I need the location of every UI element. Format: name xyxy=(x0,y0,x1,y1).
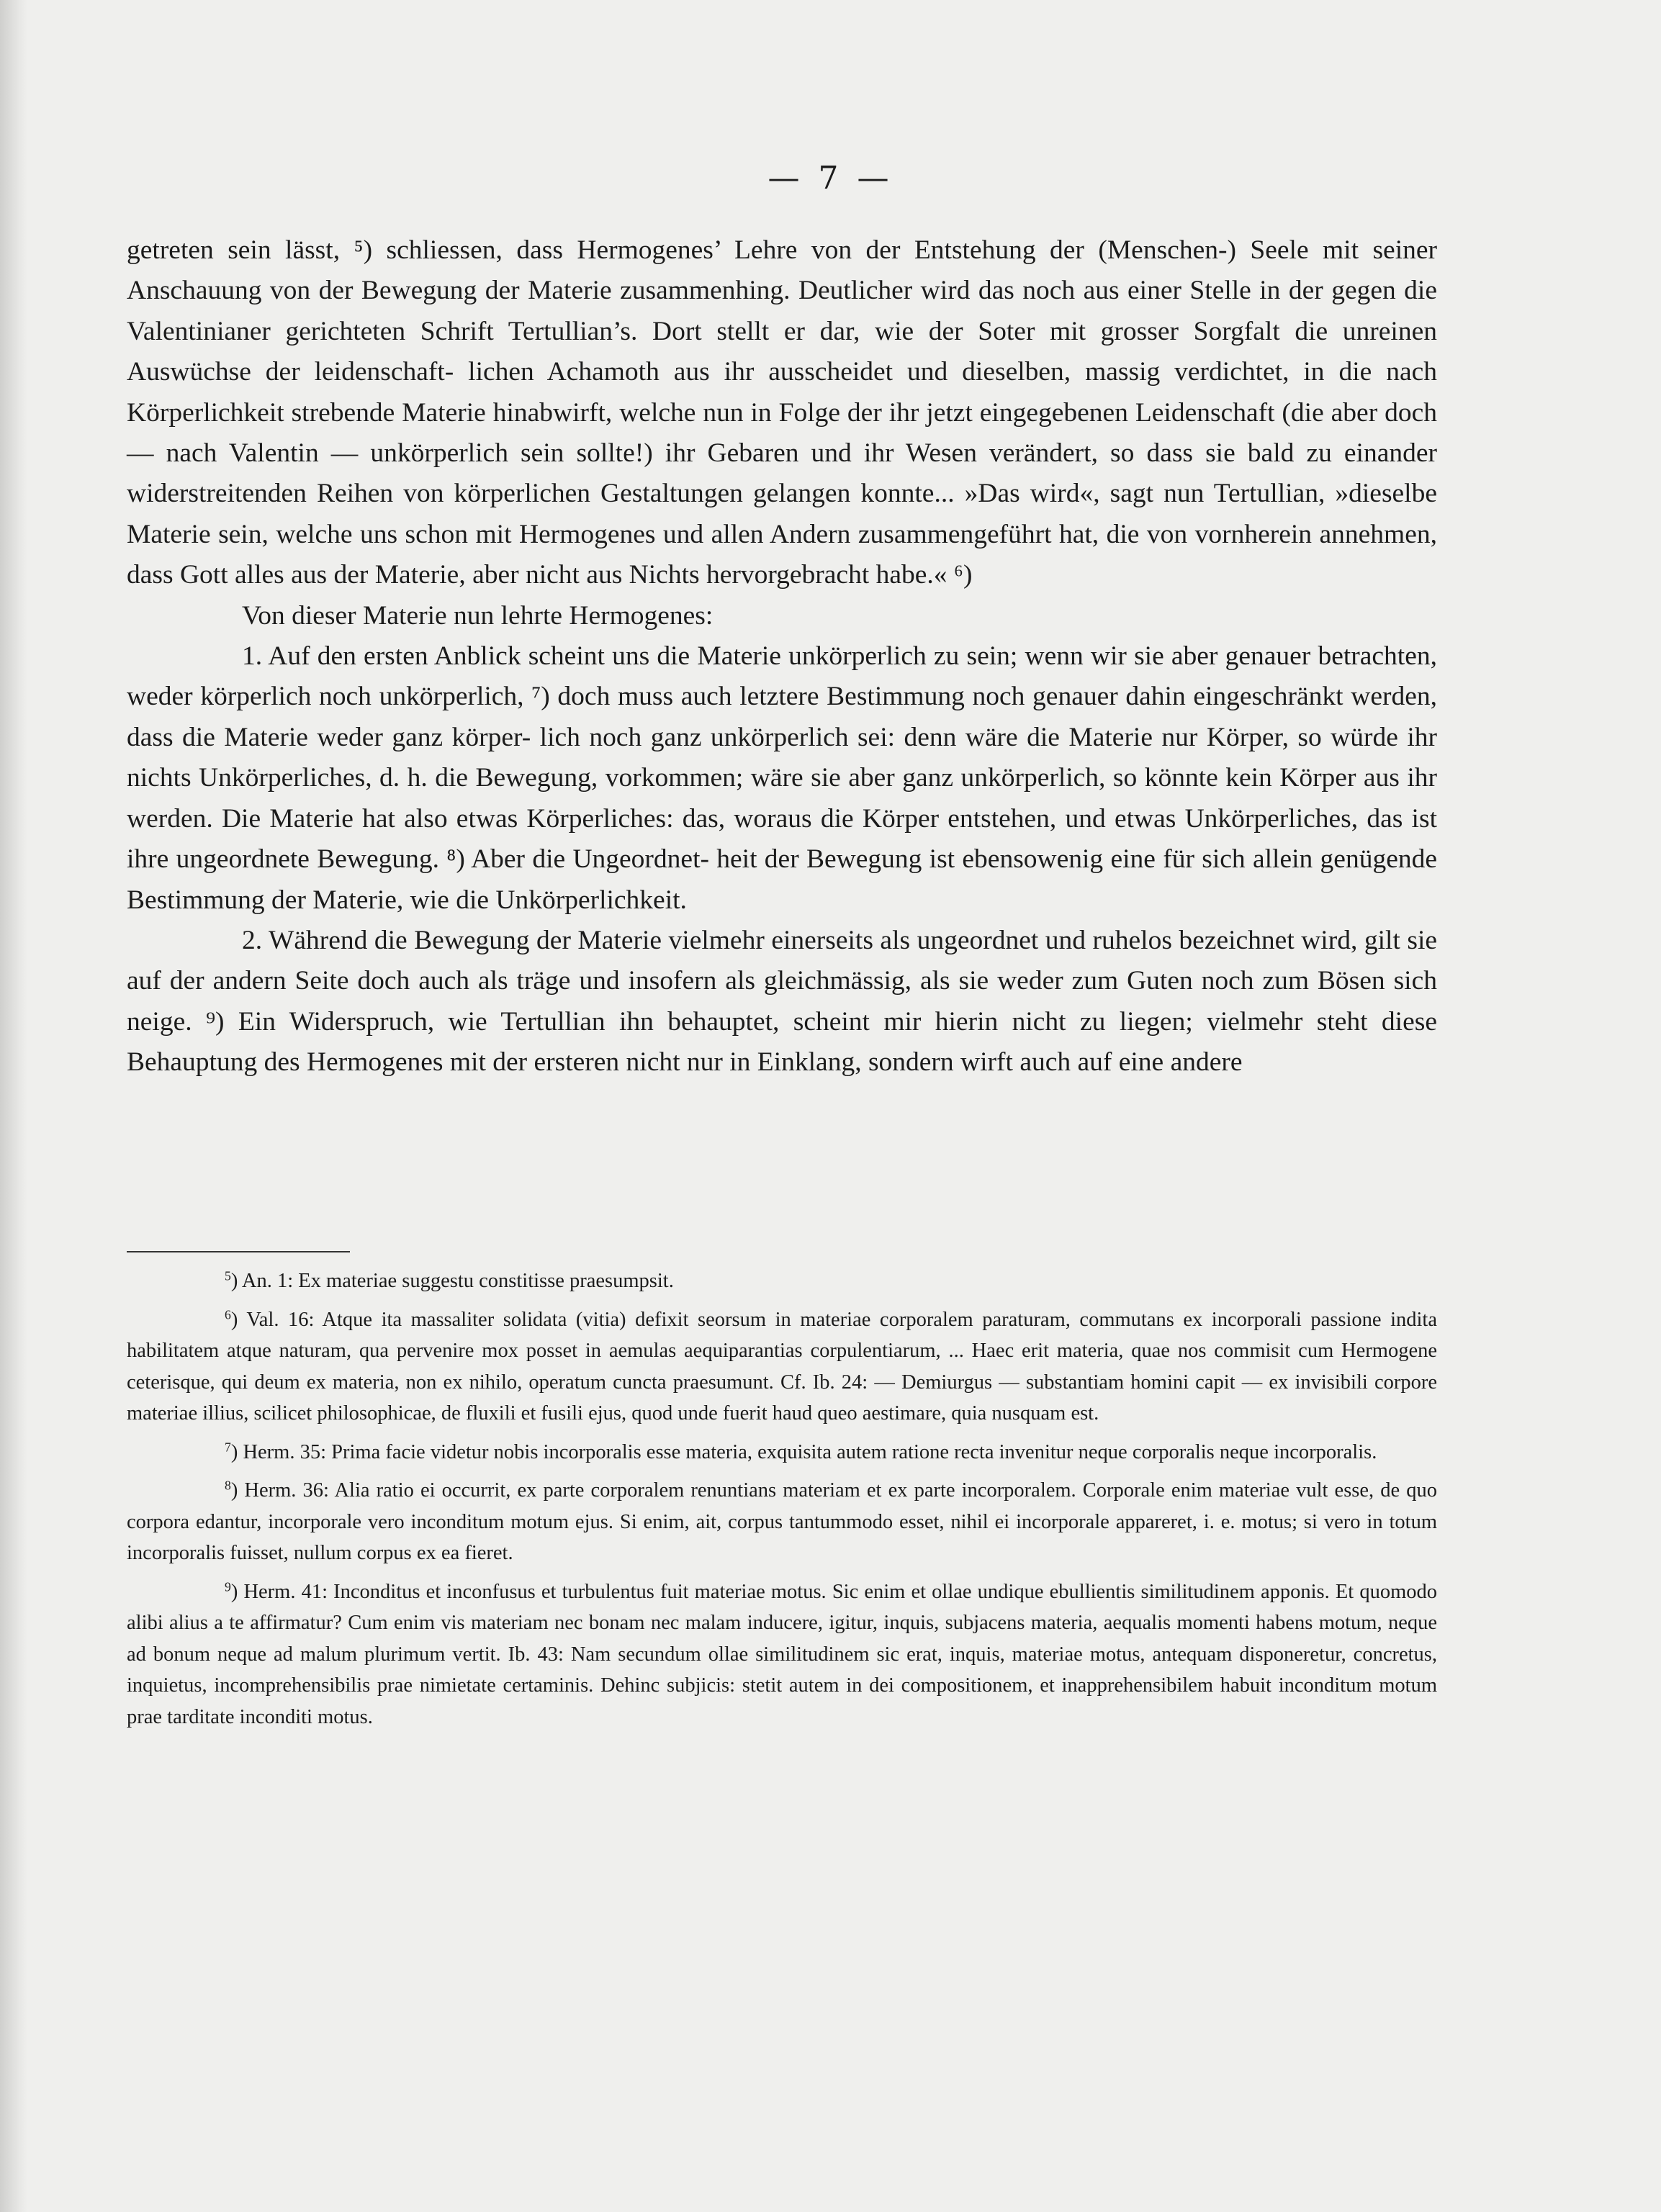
footnote-8: $^8$) Herm. 36: Alia ratio ei occurrit, ex parte corporalem renuntians materiam et ex parte incorporalem. Corporale enim materiae vult esse, de quo corpora edantur, incorporale vero inconditum motum ejus. Si enim, ait, corpus tantummodo esset, nihil ei incorporale appareret, i. e. motus; si vero in totum incorporalis fuisset, nullum corpus ex ea fieret. xyxy=(127,1478,1437,1564)
footnotes xyxy=(127,1265,1437,1740)
footnote-6: $^6$) Val. 16: Atque ita massaliter solidata (vitia) defixit seorsum in materiae corporalem paraturam, commutans ex incorporali passione indita habilitatem atque naturam, qua pervenire mox posset in aemulas aequiparantias corpulentiarum, ... Haec erit materia, quae nos commisit cum Hermogene ceterisque, qui deum ex materia, non ex nihilo, operatum cuncta praesumunt. Cf. Ib. 24: — Demiurgus — substantiam homini capit — ex invisibili corpore materiae illius, scilicet philosophicae, de fluxili et fusili ejus, quod unde fuerit haud queo aestimare, quia nusquam est. xyxy=(127,1306,1437,1425)
text-line: 1. Auf den ersten Anblick scheint uns die Materie unkörperlich zu sein; wenn wir xyxy=(242,641,1135,672)
footnote-text: An. 1: Ex materiae suggestu constitisse praesumpsit. xyxy=(241,1270,674,1292)
text-line: das noch aus einer Stelle in der gegen die Valentinianer gerichteten Schrift Tertullian’s. xyxy=(127,276,1437,346)
footnote-marker: 9 xyxy=(225,1579,231,1594)
paragraph-1 xyxy=(127,230,1437,596)
text-line: gleichmässig, als sie weder zum Guten noch zum Bösen sich neige. ⁹) Ein Widerspruch, wie xyxy=(127,966,1437,1037)
footnote-divider xyxy=(127,1251,350,1252)
text-line: Dort stellt er dar, wie der Soter mit grosser Sorgfalt die unreinen Auswüchse der leidenschaft- xyxy=(127,316,1437,387)
text-line: kein Körper aus ihr werden. Die Materie hat also etwas Körperliches: das, woraus die Körper xyxy=(127,763,1438,834)
text-line: 2. Während die Bewegung der Materie vielmehr einerseits als ungeordnet und xyxy=(242,925,1093,955)
footnote-marker: 6 xyxy=(225,1306,231,1322)
main-text xyxy=(127,230,1437,1083)
footnote-text: Herm. 36: Alia ratio ei occurrit, ex parte corporalem renuntians materiam et ex parte incorporalem. Corporale enim materiae vult esse, de quo corpora edantur, incorporale vero inconditum motum ejus. Si enim, ait, corpus tantummodo esset, nihil ei incorporale appareret, i. e. motus; si vero in totum incorporalis fuisset, nullum corpus ex ea fieret. xyxy=(127,1479,1437,1564)
text-line: strebende Materie hinabwirft, welche nun in Folge der ihr jetzt eingegebenen Leidenschaft (die xyxy=(291,397,1331,428)
text-line: Seele mit seiner Anschauung von der Bewegung der Materie zusammenhing. Deutlicher wird xyxy=(127,235,1437,306)
text-line: lich noch ganz unkörperlich sei: denn wäre die Materie nur Körper, so würde ihr nichts xyxy=(127,722,1437,793)
text-line: konnte... »Das wird«, sagt nun Tertullian, »dieselbe Materie sein, welche uns schon mit xyxy=(127,479,1437,549)
text-line: ruhelos bezeichnet wird, gilt sie auf der andern Seite doch auch als träge und insofern als xyxy=(127,925,1438,996)
footnote-text: Herm. 41: Inconditus et inconfusus et turbulentus fuit materiae motus. Sic enim et ollae undique ebullientis similitudinem apponis. Et quomodo alibi alius a te affirmatur? Cum enim vis materiam nec bonam nec malam inducere, igitur, inquis, subjacens materia, aequalis momenti habens motum, neque ad bonum neque ad malum plurimum vertit. Ib. 43: Nam secundum ollae similitudinem sic erat, inquis, materiae motus, antequam disponeretur, concretus, inquietus, incomprehensibilis prae nimietate certaminis. Dehinc subjicis: stetit autem in dei compositionem, et inapprehensibilem habuit inconditum motum prae tarditate inconditi motus. xyxy=(127,1580,1437,1728)
paragraph-4 xyxy=(127,921,1437,1083)
text-line: lichen Achamoth aus ihr ausscheidet und dieselben, massig verdichtet, in die nach Körperlichkeit xyxy=(127,357,1437,428)
text-line: entstehen, und etwas Unkörperliches, das ist ihre ungeordnete Bewegung. ⁸) Aber die Ungeordnet- xyxy=(127,803,1437,875)
paragraph-3 xyxy=(127,636,1437,921)
footnote-marker: 5 xyxy=(225,1268,231,1283)
text-line: Bestimmung noch genauer dahin eingeschränkt werden, dass die Materie weder ganz körper- xyxy=(127,682,1437,752)
footnote-text: Herm. 35: Prima facie videtur nobis incorporalis esse materia, exquisita autem ratione recta invenitur neque corporalis neque incorporalis. xyxy=(243,1440,1377,1463)
page-number: — 7 — xyxy=(768,160,893,197)
text-line: die Unkörperlichkeit. xyxy=(456,885,687,915)
text-line: heit der Bewegung ist ebensowenig eine für sich allein genügende Bestimmung der Materie, wie xyxy=(127,844,1437,915)
footnote-5: $^5$) An. 1: Ex materiae suggestu constitisse praesumpsit. xyxy=(225,1268,674,1292)
page-edge-shadow xyxy=(0,0,27,2212)
text-line: so dass sie bald zu einander widerstreitenden Reihen von körperlichen Gestaltungen gelangen xyxy=(127,438,1437,509)
footnote-9: $^9$) Herm. 41: Inconditus et inconfusus et turbulentus fuit materiae motus. Sic enim et ollae undique ebullientis similitudinem apponis. Et quomodo alibi alius a te affirmatur? Cum enim vis materiam nec bonam nec malam inducere, igitur, inquis, subjacens materia, aequalis momenti habens motum, neque ad bonum neque ad malum plurimum vertit. Ib. 43: Nam secundum ollae similitudinem sic erat, inquis, materiae motus, antequam disponeretur, concretus, inquietus, incomprehensibilis prae nimietate certaminis. Dehinc subjicis: stetit autem in dei compositionem, et inapprehensibilem habuit inconditum motum prae tarditate inconditi motus. xyxy=(127,1579,1437,1728)
text-line: Tertullian ihn behauptet, scheint mir hierin nicht zu liegen; vielmehr steht diese Behauptung xyxy=(127,1006,1437,1078)
paragraph-2: Von dieser Materie nun lehrte Hermogenes: xyxy=(242,600,714,631)
text-line: sie aber genauer betrachten, weder körperlich noch unkörperlich, ⁷) doch muss auch letztere xyxy=(127,641,1437,712)
text-line: des Hermogenes mit der ersteren nicht nur in Einklang, sondern wirft auch auf eine andere xyxy=(264,1047,1243,1078)
footnote-marker: 8 xyxy=(225,1478,231,1493)
text-line: aber doch — nach Valentin — unkörperlich sein sollte!) ihr Gebaren und ihr Wesen verändert, xyxy=(127,397,1437,469)
footnote-text: Val. 16: Atque ita massaliter solidata (vitia) defixit seorsum in materiae corporalem paraturam, commutans ex incorporali passione indita habilitatem atque naturam, qua pervenire mox posset in aemulas aequiparantias corpulentiarum, ... Haec erit materia, quae nos commisit cum Hermogene ceterisque, qui deum ex materia, non ex nihilo, operatum cuncta praesumunt. Cf. Ib. 24: — Demiurgus — substantiam homini capit — ex invisibili corpore materiae illius, scilicet philosophicae, de fluxili et fusili ejus, quod unde fuerit haud queo aestimare, quia nusquam est. xyxy=(127,1308,1437,1425)
text-line: getreten sein lässt, ⁵) schliessen, dass Hermogenes’ Lehre von der Entstehung der (Menschen-) xyxy=(127,235,1251,265)
text-line: Hermogenes und allen Andern zusammengeführt hat, die von vornherein annehmen, dass Gott xyxy=(127,519,1437,590)
text-line: Unkörperliches, d. h. die Bewegung, vorkommen; wäre sie aber ganz unkörperlich, so könnte xyxy=(199,763,1226,793)
footnote-marker: 7 xyxy=(225,1439,231,1454)
footnote-7: $^7$) Herm. 35: Prima facie videtur nobis incorporalis esse materia, exquisita autem ratione recta invenitur neque corporalis neque incorporalis. xyxy=(225,1439,1377,1463)
text-line: alles aus der Materie, aber nicht aus Nichts hervorgebracht habe.« ⁶) xyxy=(235,560,973,590)
